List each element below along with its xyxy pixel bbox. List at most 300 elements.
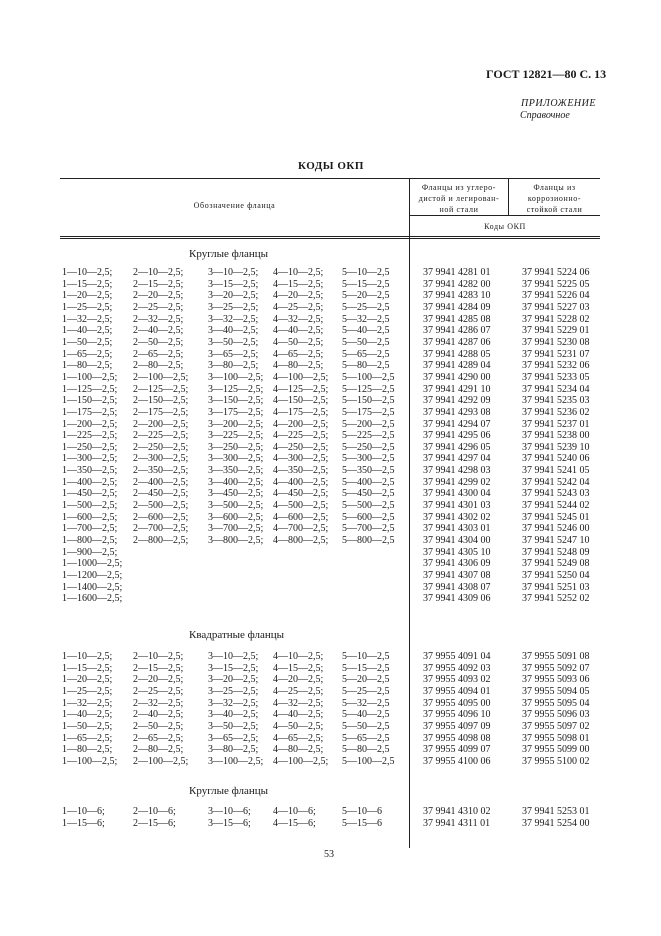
flange-designation-cell: 1—50—2,5; — [62, 336, 113, 348]
table-row — [0, 558, 661, 569]
flange-designation-cell: 2—300—2,5; — [133, 453, 189, 465]
flange-designation-cell: 3—225—2,5; — [208, 430, 264, 442]
table-row — [0, 372, 661, 383]
okp-code-cell: 37 9941 4306 09 — [423, 558, 491, 570]
flange-designation-cell: 5—250—2,5 — [342, 441, 395, 453]
flange-designation-cell: 5—10—2,5 — [342, 651, 390, 662]
flange-designation-cell: 5—10—2,5 — [342, 267, 390, 278]
flange-designation-cell: 5—15—2,5 — [342, 278, 390, 290]
appendix-note: Справочное — [520, 110, 570, 121]
table-row — [0, 547, 661, 558]
table-row — [0, 279, 661, 290]
okp-code-cell: 37 9941 4310 02 — [423, 806, 491, 817]
flange-designation-cell: 3—65—2,5; — [208, 348, 259, 360]
flange-designation-cell: 4—40—2,5; — [273, 325, 324, 337]
flange-designation-cell: 2—450—2,5; — [133, 488, 189, 500]
okp-code-cell: 37 9941 5249 08 — [522, 558, 590, 570]
table-title: КОДЫ ОКП — [298, 160, 364, 172]
stainless-header-line: Фланцы из — [533, 183, 576, 192]
flange-designation-cell: 4—20—2,5; — [273, 674, 324, 686]
okp-code-cell: 37 9941 4304 00 — [423, 535, 491, 546]
flange-designation-cell: 5—350—2,5 — [342, 465, 395, 477]
table-row — [0, 477, 661, 488]
flange-designation-cell: 2—20—2,5; — [133, 674, 184, 686]
flange-designation-cell: 4—80—2,5; — [273, 360, 324, 372]
okp-code-cell: 37 9941 4284 09 — [423, 301, 491, 313]
flange-designation-cell: 3—125—2,5; — [208, 383, 264, 395]
okp-code-cell: 37 9941 4282 00 — [423, 278, 491, 290]
okp-code-cell: 37 9941 5227 03 — [522, 301, 590, 313]
flange-designation-cell: 3—600—2,5; — [208, 511, 264, 523]
flange-designation-cell: 5—450—2,5 — [342, 488, 395, 500]
okp-code-cell: 37 9941 4291 10 — [423, 383, 491, 395]
flange-designation-cell: 5—25—2,5 — [342, 301, 390, 313]
okp-code-cell: 37 9941 4289 04 — [423, 360, 491, 372]
table-row — [0, 314, 661, 325]
table-row — [0, 593, 661, 604]
okp-code-cell: 37 9941 5247 10 — [522, 535, 590, 546]
column-header-designation: Обозначение фланца — [193, 201, 276, 210]
flange-designation-cell: 5—700—2,5 — [342, 523, 395, 535]
okp-code-cell: 37 9955 5100 02 — [522, 755, 590, 767]
flange-designation-cell: 5—15—6 — [342, 817, 382, 829]
flange-designation-cell: 5—20—2,5 — [342, 290, 390, 302]
flange-designation-cell: 1—800—2,5; — [62, 535, 118, 546]
carbon-header-line: ной стали — [439, 205, 479, 214]
flange-designation-cell: 5—300—2,5 — [342, 453, 395, 465]
table-row — [0, 337, 661, 348]
flange-designation-cell: 3—100—2,5; — [208, 755, 264, 767]
carbon-header-line: Фланцы из углеро- — [421, 183, 497, 192]
okp-code-cell: 37 9941 5235 03 — [522, 395, 590, 407]
flange-designation-cell: 2—50—2,5; — [133, 336, 184, 348]
table-row — [0, 651, 661, 662]
flange-designation-cell: 5—65—2,5 — [342, 348, 390, 360]
okp-code-cell: 37 9941 5253 01 — [522, 806, 590, 817]
flange-designation-cell: 1—40—2,5; — [62, 709, 113, 721]
flange-designation-cell: 1—80—2,5; — [62, 360, 113, 372]
flange-designation-cell: 1—15—2,5; — [62, 662, 113, 674]
okp-code-cell: 37 9955 5098 01 — [522, 732, 590, 744]
flange-designation-cell: 5—10—6 — [342, 806, 382, 817]
table-row — [0, 384, 661, 395]
flange-designation-cell: 3—65—2,5; — [208, 732, 259, 744]
flange-designation-cell: 4—700—2,5; — [273, 523, 329, 535]
flange-designation-cell: 2—225—2,5; — [133, 430, 189, 442]
flange-designation-cell: 3—800—2,5; — [208, 535, 264, 546]
okp-code-cell: 37 9941 5231 07 — [522, 348, 590, 360]
flange-designation-cell: 4—10—6; — [273, 806, 316, 817]
flange-designation-cell: 3—40—2,5; — [208, 709, 259, 721]
flange-designation-cell: 4—100—2,5; — [273, 371, 329, 383]
flange-designation-cell: 4—225—2,5; — [273, 430, 329, 442]
flange-designation-cell: 2—32—2,5; — [133, 313, 184, 325]
okp-code-cell: 37 9941 5243 03 — [522, 488, 590, 500]
table-row — [0, 721, 661, 732]
flange-designation-cell: 5—50—2,5 — [342, 720, 390, 732]
table-row — [0, 349, 661, 360]
okp-code-cell: 37 9941 5244 02 — [522, 500, 590, 511]
flange-designation-cell: 2—25—2,5; — [133, 301, 184, 313]
okp-code-cell: 37 9955 5095 04 — [522, 697, 590, 709]
okp-code-cell: 37 9941 5238 00 — [522, 430, 590, 442]
table-row — [0, 442, 661, 453]
flange-designation-cell: 1—450—2,5; — [62, 488, 118, 500]
flange-designation-cell: 5—20—2,5 — [342, 674, 390, 686]
flange-designation-cell: 1—300—2,5; — [62, 453, 118, 465]
table-row — [0, 733, 661, 744]
table-row — [0, 818, 661, 829]
flange-designation-cell: 1—50—2,5; — [62, 720, 113, 732]
flange-designation-cell: 3—40—2,5; — [208, 325, 259, 337]
okp-code-cell: 37 9941 4302 02 — [423, 511, 491, 523]
flange-designation-cell: 3—700—2,5; — [208, 523, 264, 535]
flange-designation-cell: 3—250—2,5; — [208, 441, 264, 453]
flange-designation-cell: 5—65—2,5 — [342, 732, 390, 744]
table-row — [0, 582, 661, 593]
flange-designation-cell: 1—20—2,5; — [62, 290, 113, 302]
flange-designation-cell: 1—600—2,5; — [62, 511, 118, 523]
okp-code-cell: 37 9941 4297 04 — [423, 453, 491, 465]
okp-code-cell: 37 9941 4285 08 — [423, 313, 491, 325]
flange-designation-cell: 3—32—2,5; — [208, 313, 259, 325]
flange-designation-cell: 2—80—2,5; — [133, 360, 184, 372]
flange-designation-cell: 2—10—2,5; — [133, 267, 184, 278]
table-row — [0, 698, 661, 709]
table-row — [0, 663, 661, 674]
flange-designation-cell: 3—150—2,5; — [208, 395, 264, 407]
flange-designation-cell: 2—10—2,5; — [133, 651, 184, 662]
flange-designation-cell: 4—25—2,5; — [273, 301, 324, 313]
flange-designation-cell: 5—32—2,5 — [342, 697, 390, 709]
header-bottom-rule — [60, 236, 600, 237]
flange-designation-cell: 4—300—2,5; — [273, 453, 329, 465]
table-row — [0, 744, 661, 755]
flange-designation-cell: 2—40—2,5; — [133, 709, 184, 721]
flange-designation-cell: 1—1400—2,5; — [62, 581, 123, 593]
table-row — [0, 407, 661, 418]
okp-code-cell: 37 9941 4286 07 — [423, 325, 491, 337]
flange-designation-cell: 4—450—2,5; — [273, 488, 329, 500]
okp-code-cell: 37 9941 5229 01 — [522, 325, 590, 337]
flange-designation-cell: 5—25—2,5 — [342, 686, 390, 697]
okp-code-cell: 37 9941 4292 09 — [423, 395, 491, 407]
flange-designation-cell: 4—50—2,5; — [273, 336, 324, 348]
okp-code-cell: 37 9941 5242 04 — [522, 476, 590, 488]
flange-designation-cell: 2—20—2,5; — [133, 290, 184, 302]
flange-designation-cell: 2—15—6; — [133, 817, 176, 829]
flange-designation-cell: 4—10—2,5; — [273, 651, 324, 662]
flange-designation-cell: 3—200—2,5; — [208, 418, 264, 430]
flange-designation-cell: 2—125—2,5; — [133, 383, 189, 395]
okp-code-cell: 37 9955 4096 10 — [423, 709, 491, 721]
okp-code-cell: 37 9941 4296 05 — [423, 441, 491, 453]
flange-designation-cell: 1—350—2,5; — [62, 465, 118, 477]
table-row — [0, 453, 661, 464]
flange-designation-cell: 2—100—2,5; — [133, 371, 189, 383]
flange-designation-cell: 2—200—2,5; — [133, 418, 189, 430]
okp-code-cell: 37 9955 5092 07 — [522, 662, 590, 674]
stainless-header-line: коррозионно- — [527, 194, 582, 203]
okp-code-cell: 37 9955 4100 06 — [423, 755, 491, 767]
flange-designation-cell: 5—600—2,5 — [342, 511, 395, 523]
okp-code-cell: 37 9941 4307 08 — [423, 569, 491, 581]
okp-code-cell: 37 9941 5232 06 — [522, 360, 590, 372]
flange-designation-cell: 2—15—2,5; — [133, 662, 184, 674]
okp-code-cell: 37 9941 4303 01 — [423, 523, 491, 535]
flange-designation-cell: 1—500—2,5; — [62, 500, 118, 511]
okp-code-cell: 37 9941 5254 00 — [522, 817, 590, 829]
flange-designation-cell: 4—65—2,5; — [273, 348, 324, 360]
flange-designation-cell: 1—20—2,5; — [62, 674, 113, 686]
flange-designation-cell: 2—250—2,5; — [133, 441, 189, 453]
okp-code-cell: 37 9941 5248 09 — [522, 546, 590, 558]
flange-designation-cell: 4—10—2,5; — [273, 267, 324, 278]
table-row — [0, 267, 661, 278]
okp-code-cell: 37 9941 5230 08 — [522, 336, 590, 348]
flange-designation-cell: 4—80—2,5; — [273, 744, 324, 756]
okp-code-cell: 37 9941 4298 03 — [423, 465, 491, 477]
flange-designation-cell: 1—1000—2,5; — [62, 558, 123, 570]
flange-designation-cell: 2—500—2,5; — [133, 500, 189, 511]
table-row — [0, 570, 661, 581]
table-row — [0, 419, 661, 430]
flange-designation-cell: 3—10—6; — [208, 806, 251, 817]
flange-designation-cell: 1—65—2,5; — [62, 732, 113, 744]
flange-designation-cell: 3—50—2,5; — [208, 720, 259, 732]
flange-designation-cell: 5—40—2,5 — [342, 709, 390, 721]
okp-code-cell: 37 9941 5228 02 — [522, 313, 590, 325]
flange-designation-cell: 5—800—2,5 — [342, 535, 395, 546]
flange-designation-cell: 2—600—2,5; — [133, 511, 189, 523]
flange-designation-cell: 5—32—2,5 — [342, 313, 390, 325]
okp-code-cell: 37 9941 5252 02 — [522, 593, 590, 605]
section-title: Квадратные фланцы — [189, 629, 285, 641]
flange-designation-cell: 5—50—2,5 — [342, 336, 390, 348]
header-bottom-rule-2 — [60, 238, 600, 239]
flange-designation-cell: 1—100—2,5; — [62, 371, 118, 383]
okp-code-cell: 37 9955 4097 09 — [423, 720, 491, 732]
table-row — [0, 674, 661, 685]
flange-designation-cell: 2—10—6; — [133, 806, 176, 817]
table-row — [0, 512, 661, 523]
flange-designation-cell: 1—250—2,5; — [62, 441, 118, 453]
flange-designation-cell: 2—40—2,5; — [133, 325, 184, 337]
okp-code-cell: 37 9941 5236 02 — [522, 406, 590, 418]
okp-code-cell: 37 9955 4098 08 — [423, 732, 491, 744]
flange-designation-cell: 3—15—2,5; — [208, 278, 259, 290]
flange-designation-cell: 3—500—2,5; — [208, 500, 264, 511]
flange-designation-cell: 2—400—2,5; — [133, 476, 189, 488]
okp-code-cell: 37 9941 4295 06 — [423, 430, 491, 442]
flange-designation-cell: 5—40—2,5 — [342, 325, 390, 337]
flange-designation-cell: 3—15—6; — [208, 817, 251, 829]
okp-code-cell: 37 9955 5096 03 — [522, 709, 590, 721]
table-row — [0, 430, 661, 441]
table-row — [0, 395, 661, 406]
okp-code-cell: 37 9941 4288 05 — [423, 348, 491, 360]
flange-designation-cell: 3—20—2,5; — [208, 290, 259, 302]
table-row — [0, 535, 661, 546]
table-row — [0, 302, 661, 313]
flange-designation-cell: 2—100—2,5; — [133, 755, 189, 767]
okp-code-cell: 37 9941 5240 06 — [522, 453, 590, 465]
okp-code-cell: 37 9941 5225 05 — [522, 278, 590, 290]
okp-code-cell: 37 9941 5241 05 — [522, 465, 590, 477]
flange-designation-cell: 1—150—2,5; — [62, 395, 118, 407]
table-row — [0, 325, 661, 336]
okp-code-cell: 37 9955 5091 08 — [522, 651, 590, 662]
flange-designation-cell: 4—20—2,5; — [273, 290, 324, 302]
header-subrule — [409, 215, 600, 216]
flange-designation-cell: 1—40—2,5; — [62, 325, 113, 337]
flange-designation-cell: 5—400—2,5 — [342, 476, 395, 488]
table-row — [0, 806, 661, 817]
flange-designation-cell: 4—25—2,5; — [273, 686, 324, 697]
flange-designation-cell: 1—175—2,5; — [62, 406, 118, 418]
okp-code-cell: 37 9941 5233 05 — [522, 371, 590, 383]
okp-code-cell: 37 9941 4309 06 — [423, 593, 491, 605]
okp-code-cell: 37 9941 5234 04 — [522, 383, 590, 395]
flange-designation-cell: 3—15—2,5; — [208, 662, 259, 674]
flange-designation-cell: 4—500—2,5; — [273, 500, 329, 511]
flange-designation-cell: 2—175—2,5; — [133, 406, 189, 418]
flange-designation-cell: 3—350—2,5; — [208, 465, 264, 477]
stainless-header-line: стойкой стали — [526, 205, 583, 214]
flange-designation-cell: 5—175—2,5 — [342, 406, 395, 418]
table-row — [0, 523, 661, 534]
flange-designation-cell: 1—100—2,5; — [62, 755, 118, 767]
flange-designation-cell: 2—65—2,5; — [133, 732, 184, 744]
flange-designation-cell: 3—400—2,5; — [208, 476, 264, 488]
flange-designation-cell: 1—125—2,5; — [62, 383, 118, 395]
table-row — [0, 756, 661, 767]
table-row — [0, 465, 661, 476]
flange-designation-cell: 2—15—2,5; — [133, 278, 184, 290]
flange-designation-cell: 1—80—2,5; — [62, 744, 113, 756]
table-row — [0, 488, 661, 499]
flange-designation-cell: 5—80—2,5 — [342, 360, 390, 372]
flange-designation-cell: 4—175—2,5; — [273, 406, 329, 418]
flange-designation-cell: 5—80—2,5 — [342, 744, 390, 756]
flange-designation-cell: 1—1200—2,5; — [62, 569, 123, 581]
flange-designation-cell: 1—225—2,5; — [62, 430, 118, 442]
flange-designation-cell: 5—225—2,5 — [342, 430, 395, 442]
flange-designation-cell: 5—150—2,5 — [342, 395, 395, 407]
appendix-label: ПРИЛОЖЕНИЕ — [521, 98, 596, 109]
okp-code-cell: 37 9955 5094 05 — [522, 686, 590, 697]
section-title: Круглые фланцы — [189, 785, 269, 797]
okp-code-cell: 37 9941 4305 10 — [423, 546, 491, 558]
flange-designation-cell: 3—100—2,5; — [208, 371, 264, 383]
flange-designation-cell: 5—15—2,5 — [342, 662, 390, 674]
flange-designation-cell: 1—25—2,5; — [62, 301, 113, 313]
okp-code-cell: 37 9941 5237 01 — [522, 418, 590, 430]
okp-code-cell: 37 9941 4300 04 — [423, 488, 491, 500]
flange-designation-cell: 4—350—2,5; — [273, 465, 329, 477]
okp-code-cell: 37 9941 5251 03 — [522, 581, 590, 593]
flange-designation-cell: 5—500—2,5 — [342, 500, 395, 511]
flange-designation-cell: 1—32—2,5; — [62, 697, 113, 709]
flange-designation-cell: 3—25—2,5; — [208, 686, 259, 697]
flange-designation-cell: 2—150—2,5; — [133, 395, 189, 407]
flange-designation-cell: 4—250—2,5; — [273, 441, 329, 453]
column-header-stainless — [509, 182, 600, 215]
okp-code-cell: 37 9955 4094 01 — [423, 686, 491, 697]
flange-designation-cell: 2—25—2,5; — [133, 686, 184, 697]
flange-designation-cell: 4—15—2,5; — [273, 662, 324, 674]
table-row — [0, 360, 661, 371]
okp-code-cell: 37 9941 4287 06 — [423, 336, 491, 348]
table-row — [0, 500, 661, 511]
flange-designation-cell: 5—100—2,5 — [342, 755, 395, 767]
okp-code-cell: 37 9941 4311 01 — [423, 817, 491, 829]
flange-designation-cell: 1—10—6; — [62, 806, 105, 817]
flange-designation-cell: 3—50—2,5; — [208, 336, 259, 348]
flange-designation-cell: 2—65—2,5; — [133, 348, 184, 360]
flange-designation-cell: 4—65—2,5; — [273, 732, 324, 744]
flange-designation-cell: 4—800—2,5; — [273, 535, 329, 546]
table-row — [0, 290, 661, 301]
okp-code-cell: 37 9941 5226 04 — [522, 290, 590, 302]
okp-code-cell: 37 9941 4301 03 — [423, 500, 491, 511]
flange-designation-cell: 3—175—2,5; — [208, 406, 264, 418]
okp-code-cell: 37 9941 4281 01 — [423, 267, 491, 278]
flange-designation-cell: 3—80—2,5; — [208, 360, 259, 372]
flange-designation-cell: 2—50—2,5; — [133, 720, 184, 732]
flange-designation-cell: 4—200—2,5; — [273, 418, 329, 430]
flange-designation-cell: 3—450—2,5; — [208, 488, 264, 500]
okp-code-cell: 37 9941 5239 10 — [522, 441, 590, 453]
table-row — [0, 709, 661, 720]
flange-designation-cell: 1—25—2,5; — [62, 686, 113, 697]
flange-designation-cell: 1—700—2,5; — [62, 523, 118, 535]
table-row — [0, 686, 661, 697]
okp-code-cell: 37 9941 4299 02 — [423, 476, 491, 488]
carbon-header-line: дистой и легирован- — [418, 194, 500, 203]
okp-code-cell: 37 9955 5097 02 — [522, 720, 590, 732]
flange-designation-cell: 1—400—2,5; — [62, 476, 118, 488]
okp-code-cell: 37 9941 5245 01 — [522, 511, 590, 523]
flange-designation-cell: 2—800—2,5; — [133, 535, 189, 546]
okp-code-cell: 37 9941 5224 06 — [522, 267, 590, 278]
flange-designation-cell: 3—10—2,5; — [208, 651, 259, 662]
flange-designation-cell: 4—600—2,5; — [273, 511, 329, 523]
okp-code-cell: 37 9955 4093 02 — [423, 674, 491, 686]
flange-designation-cell: 4—125—2,5; — [273, 383, 329, 395]
flange-designation-cell: 3—32—2,5; — [208, 697, 259, 709]
okp-code-cell: 37 9941 4294 07 — [423, 418, 491, 430]
flange-designation-cell: 3—10—2,5; — [208, 267, 259, 278]
column-header-carbon — [410, 182, 508, 215]
okp-code-cell: 37 9955 4091 04 — [423, 651, 491, 662]
flange-designation-cell: 4—100—2,5; — [273, 755, 329, 767]
okp-code-cell: 37 9941 5246 00 — [522, 523, 590, 535]
flange-designation-cell: 4—32—2,5; — [273, 697, 324, 709]
flange-designation-cell: 5—100—2,5 — [342, 371, 395, 383]
page-header-title: ГОСТ 12821—80 С. 13 — [486, 67, 607, 81]
okp-code-cell: 37 9955 5099 00 — [522, 744, 590, 756]
table-top-rule — [60, 178, 600, 179]
flange-designation-cell: 1—15—6; — [62, 817, 105, 829]
flange-designation-cell: 1—65—2,5; — [62, 348, 113, 360]
flange-designation-cell: 4—15—2,5; — [273, 278, 324, 290]
okp-code-cell: 37 9941 4293 08 — [423, 406, 491, 418]
okp-code-cell: 37 9941 4308 07 — [423, 581, 491, 593]
flange-designation-cell: 3—300—2,5; — [208, 453, 264, 465]
flange-designation-cell: 2—350—2,5; — [133, 465, 189, 477]
flange-designation-cell: 1—1600—2,5; — [62, 593, 123, 605]
